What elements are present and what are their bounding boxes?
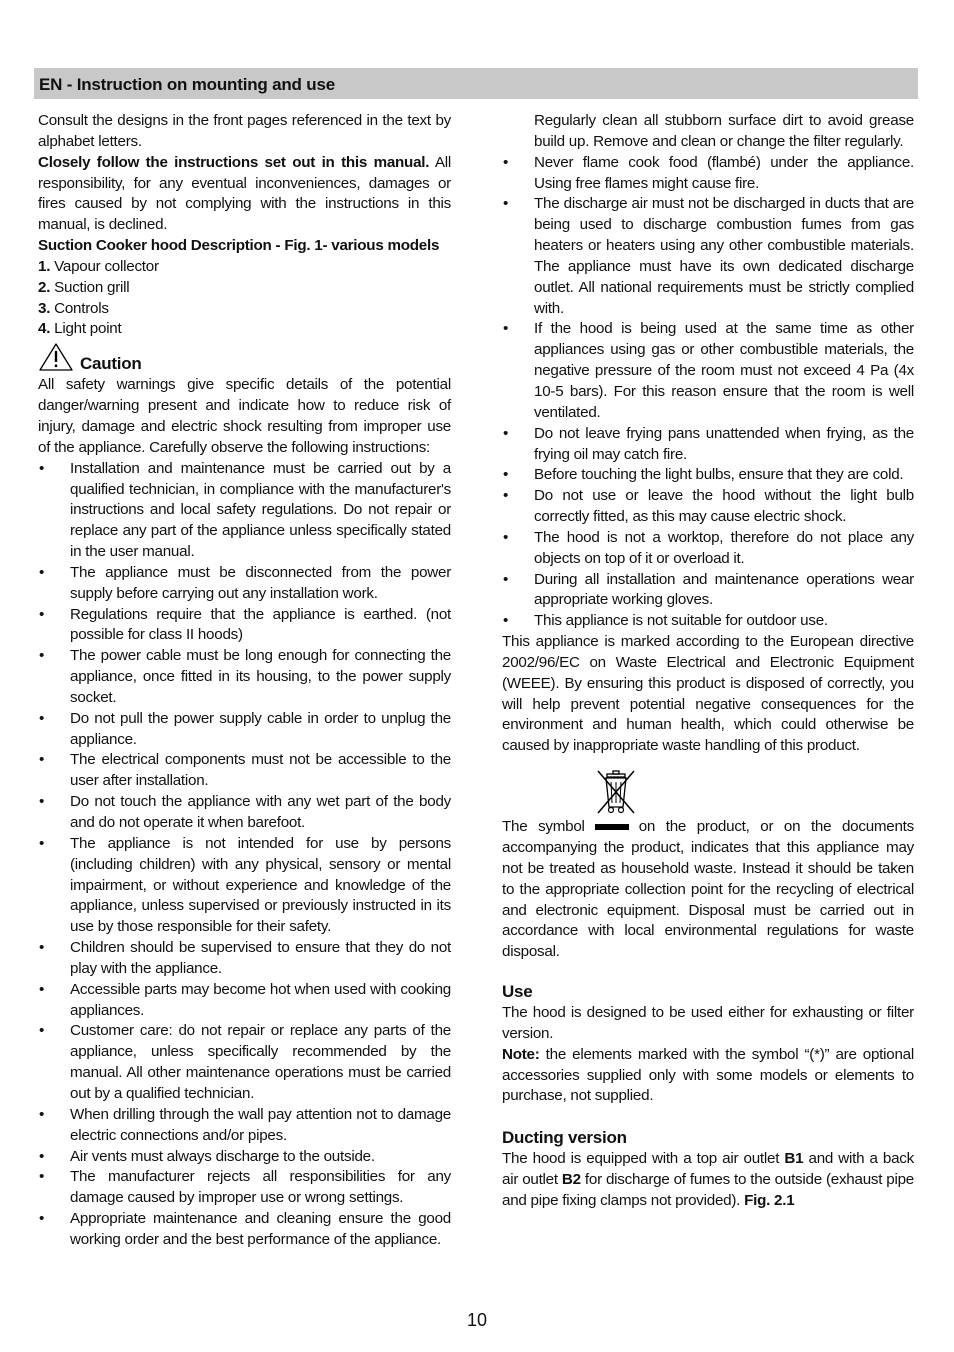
part-item: [38, 278, 451, 299]
continuation-paragraph: Regularly clean all stubborn surface dirt to avoid grease build up. Remove and clean or change the filter regularly.: [534, 112, 914, 150]
list-item: • The power cable must be long enough for connecting the appliance, once fitted in its housing, to the power supply socket.: [38, 646, 451, 709]
part-item: [38, 299, 451, 320]
weee-black-bar-icon: [595, 824, 629, 830]
ducting-text: The hood is equipped with a top air outlet: [502, 1150, 785, 1168]
symbol-paragraph: [502, 817, 914, 963]
left-column: [38, 111, 451, 1251]
caution-intro: All safety warnings give specific details of the potential danger/warning present and indicate how to reduce risk of injury, damage and electric shock resulting from improper use of the appliance. Carefully observe the following instructions:: [38, 376, 451, 456]
use-title: Use: [502, 982, 533, 1002]
list-item: • The appliance must be disconnected from the power supply before carrying out any installation work.: [38, 563, 451, 605]
figure-reference: Fig. 2.1: [744, 1191, 795, 1209]
part-label: Light point: [50, 320, 122, 338]
part-label: Vapour collector: [50, 257, 159, 275]
caution-title: Caution: [80, 354, 142, 374]
list-item: • The appliance is not intended for use by persons (including children) with any physical, sensory or mental impairment, or without experience and knowledge of the appliance, unless supervised or previously instructed in its use by those responsible for their safety.: [38, 834, 451, 938]
follow-instructions-bold: Closely follow the instructions set out in this manual.: [38, 153, 430, 171]
section-header-bar: [34, 68, 918, 99]
note-label: Note:: [502, 1045, 540, 1063]
use-paragraph: The hood is designed to be used either for exhausting or filter version.: [502, 1004, 914, 1042]
part-item: [38, 319, 451, 340]
part-label: Controls: [50, 299, 109, 317]
list-item: • Air vents must always discharge to the outside.: [38, 1147, 451, 1168]
intro-paragraph: Consult the designs in the front pages referenced in the text by alphabet letters.: [38, 112, 451, 150]
list-item: • Never flame cook food (flambé) under the appliance. Using free flames might cause fire.: [502, 153, 914, 195]
list-item: • The hood is not a worktop, therefore do not place any objects on top of it or overload it.: [502, 528, 914, 570]
outlet-b1: B1: [784, 1150, 804, 1168]
note-text: the elements marked with the symbol “(*)” are optional accessories supplied only with some models or elements to purchase, not supplied.: [502, 1045, 914, 1105]
list-item: • During all installation and maintenance operations wear appropriate working gloves.: [502, 570, 914, 612]
safety-bullet-list-continued: [502, 153, 914, 632]
list-item: • If the hood is being used at the same time as other appliances using gas or other combustible materials, the negative pressure of the room must not exceed 4 Pa (4x 10-5 bars). For this reason ensure that the room is well ventilated.: [502, 319, 914, 423]
caution-heading: [38, 342, 451, 375]
list-item: • The manufacturer rejects all responsibilities for any damage caused by improper use or wrong settings.: [38, 1167, 451, 1209]
list-item: • Installation and maintenance must be carried out by a qualified technician, in compliance with the manufacturer's instructions and local safety regulations. Do not repair or replace any part of the appliance unless specifically stated in the user manual.: [38, 459, 451, 563]
page-number: 10: [466, 1310, 488, 1330]
part-label: Suction grill: [50, 278, 130, 296]
list-item: • Do not pull the power supply cable in order to unplug the appliance.: [38, 709, 451, 751]
ducting-paragraph: [502, 1149, 914, 1212]
ducting-text: and with a back air outlet: [502, 1150, 914, 1189]
part-number: 3.: [38, 299, 51, 317]
note-paragraph: [502, 1045, 914, 1108]
crossed-out-wheelie-bin-icon: [594, 769, 638, 815]
ducting-title: Ducting version: [502, 1128, 627, 1148]
ducting-text: for discharge of fumes to the outside (exhaust pipe and pipe fixing clamps not provided).: [502, 1171, 914, 1209]
follow-instructions-rest: All responsibility, for any eventual inconveniences, damages or fires caused by not complying with the instructions in this manual, is declined.: [38, 153, 451, 234]
list-item: • Do not use or leave the hood without the light bulb correctly fitted, as this may cause electric shock.: [502, 486, 914, 528]
list-item: • The discharge air must not be discharged in ducts that are being used to discharge combustion fumes from gas heaters or heaters using any other combustible materials. The appliance must have its own dedicated discharge outlet. All national requirements must be strictly complied with.: [502, 194, 914, 319]
symbol-pre-text: The symbol: [502, 818, 585, 836]
warning-triangle-icon: [38, 342, 74, 372]
list-item: • Accessible parts may become hot when used with cooking appliances.: [38, 980, 451, 1022]
symbol-post-text: on the product, or on the documents accompanying the product, indicates that this appliance may not be treated as household waste. Instead it should be taken to the appropriate collection point for the recycling of electrical and electronic equipment. Disposal must be carried out in accordance with local environmental regulations for waste disposal.: [502, 818, 914, 961]
part-number: 2.: [38, 278, 51, 296]
list-item: • The electrical components must not be accessible to the user after installation.: [38, 750, 451, 792]
weee-paragraph: This appliance is marked according to the European directive 2002/96/EC on Waste Electrical and Electronic Equipment (WEEE). By ensuring this product is disposed of correctly, you will help prevent potential negative consequences for the environment and human health, which could otherwise be caused by inappropriate waste handling of this product.: [502, 633, 914, 755]
weee-icon-wrap: [594, 769, 914, 817]
description-title: Suction Cooker hood Description - Fig. 1- various models: [38, 237, 440, 255]
part-item: [38, 257, 451, 278]
list-item: • Regulations require that the appliance is earthed. (not possible for class II hoods): [38, 605, 451, 647]
list-item: • When drilling through the wall pay attention not to damage electric connections and/or pipes.: [38, 1105, 451, 1147]
section-title: EN - Instruction on mounting and use: [39, 75, 335, 94]
parts-list: [38, 257, 451, 340]
right-column: [502, 111, 914, 1212]
list-item: • This appliance is not suitable for outdoor use.: [502, 611, 914, 632]
list-item: • Appropriate maintenance and cleaning ensure the good working order and the best performance of the appliance.: [38, 1209, 451, 1251]
follow-instructions-paragraph: [38, 153, 451, 236]
safety-bullet-list: [38, 459, 451, 1251]
list-item: • Customer care: do not repair or replace any parts of the appliance, unless specifically recommended by the manual. All other maintenance operations must be carried out by a qualified technician.: [38, 1021, 451, 1104]
outlet-b2: B2: [561, 1171, 581, 1189]
list-item: • Children should be supervised to ensure that they do not play with the appliance.: [38, 938, 451, 980]
list-item: • Do not leave frying pans unattended when frying, as the frying oil may catch fire.: [502, 424, 914, 466]
part-number: 1.: [38, 257, 51, 275]
list-item: • Do not touch the appliance with any wet part of the body and do not operate it when barefoot.: [38, 792, 451, 834]
part-number: 4.: [38, 320, 51, 338]
list-item: • Before touching the light bulbs, ensure that they are cold.: [502, 465, 914, 486]
